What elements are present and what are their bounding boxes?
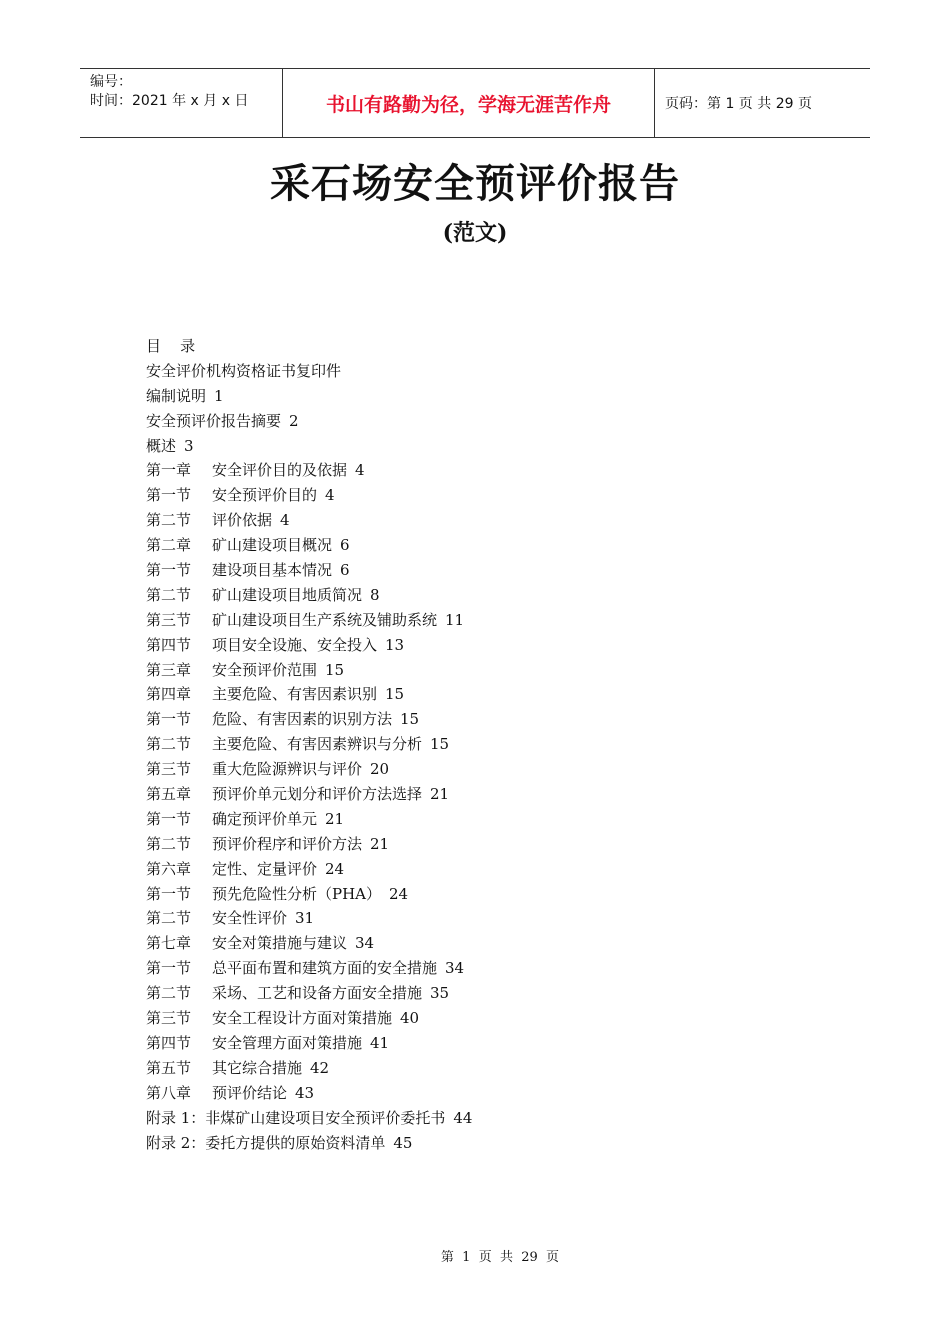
toc-entry[interactable] — [146, 1031, 846, 1056]
toc-entry[interactable] — [146, 483, 846, 508]
toc-entry[interactable] — [146, 608, 846, 633]
toc-entry-title: 预评价单元划分和评价方法选择 — [212, 785, 423, 804]
toc-entry-page: 45 — [393, 1133, 413, 1152]
toc-entry[interactable] — [146, 458, 846, 483]
toc-entry-number: 第二节 — [146, 909, 192, 928]
toc-entry-page: 13 — [385, 635, 405, 654]
toc-entry-title: 安全预评价报告摘要 — [146, 411, 282, 430]
toc-entry-page: 1 — [214, 386, 224, 405]
toc-entry[interactable] — [146, 1106, 846, 1131]
page-footer: 第 1 页 共 29 页 — [440, 1250, 560, 1265]
toc-entry[interactable] — [146, 384, 846, 409]
toc-entry-page: 15 — [385, 685, 405, 704]
toc-entry[interactable] — [146, 409, 846, 434]
toc-entry-title: 附录 1：非煤矿山建设项目安全预评价委托书 — [146, 1108, 446, 1127]
toc-entry[interactable] — [146, 658, 846, 683]
toc-entry-page: 21 — [430, 785, 450, 804]
toc-entry[interactable] — [146, 1006, 846, 1031]
document-title: 采石场安全预评价报告 — [270, 160, 680, 207]
toc-entry-title: 安全对策措施与建议 — [212, 934, 348, 953]
toc-entry-number: 第八章 — [146, 1083, 192, 1102]
toc-entry[interactable] — [146, 956, 846, 981]
toc-entry-title: 安全评价目的及依据 — [212, 461, 348, 480]
toc-entry-number: 第一节 — [146, 486, 192, 505]
toc-entry[interactable] — [146, 434, 846, 459]
toc-entry-title: 矿山建设项目概况 — [212, 536, 333, 555]
toc-entry-title: 重大危险源辨识与评价 — [212, 760, 363, 779]
toc-entry[interactable] — [146, 832, 846, 857]
toc-entry-page: 20 — [370, 760, 390, 779]
toc-entry[interactable] — [146, 757, 846, 782]
toc-entry[interactable] — [146, 583, 846, 608]
header-page-info: 页码：第 1 页 共 29 页 — [665, 96, 812, 112]
toc-entry-title: 主要危险、有害因素辨识与分析 — [212, 735, 423, 754]
toc-entry-number: 第二节 — [146, 511, 192, 530]
toc-entry-page: 41 — [370, 1033, 390, 1052]
toc-entry-title: 安全性评价 — [212, 909, 288, 928]
toc-entry-page: 2 — [289, 411, 299, 430]
toc-entry-number: 第四节 — [146, 1033, 192, 1052]
toc-entry-number: 第二节 — [146, 735, 192, 754]
toc-entry[interactable] — [146, 931, 846, 956]
toc-entry[interactable] — [146, 1056, 846, 1081]
toc-entry-title: 附录 2：委托方提供的原始资料清单 — [146, 1133, 386, 1152]
toc-entry-page: 6 — [340, 561, 350, 580]
document-subtitle: (范文) — [442, 220, 508, 246]
toc-entry-page: 8 — [370, 585, 380, 604]
toc-entry-page: 3 — [184, 436, 194, 455]
toc-entry-number: 第六章 — [146, 859, 192, 878]
toc-entry[interactable] — [146, 707, 846, 732]
toc-entry[interactable] — [146, 1131, 846, 1156]
toc-entry-page: 44 — [453, 1108, 473, 1127]
toc-entry-page: 24 — [389, 884, 409, 903]
toc-entry-page: 4 — [280, 511, 290, 530]
toc-entry-number: 第一节 — [146, 710, 192, 729]
toc-entry-title: 安全管理方面对策措施 — [212, 1033, 363, 1052]
toc-entry-number: 第五章 — [146, 785, 192, 804]
toc-entry-number: 第二章 — [146, 536, 192, 555]
toc-entry-number: 第五节 — [146, 1058, 192, 1077]
toc-entry-page: 15 — [400, 710, 420, 729]
toc-entry-page: 4 — [325, 486, 335, 505]
toc-entry-number: 第一节 — [146, 959, 192, 978]
toc-entry[interactable] — [146, 558, 846, 583]
toc-entry-number: 第三章 — [146, 660, 192, 679]
toc-entry-page: 40 — [400, 1009, 420, 1028]
toc-entry-title: 安全评价机构资格证书复印件 — [146, 361, 342, 380]
time-label: 时间：2021 年 x 月 x 日 — [90, 93, 249, 109]
header-meta — [80, 69, 282, 137]
toc-entry[interactable] — [146, 682, 846, 707]
toc-entry-title: 安全预评价目的 — [212, 486, 318, 505]
toc-entry-title: 定性、定量评价 — [212, 859, 318, 878]
toc-entry-title: 预评价程序和评价方法 — [212, 834, 363, 853]
toc-entry[interactable] — [146, 508, 846, 533]
toc-entry-title: 编制说明 — [146, 386, 207, 405]
toc-entry[interactable] — [146, 807, 846, 832]
toc-entry-number: 第三节 — [146, 610, 192, 629]
toc-entry-title: 预评价结论 — [212, 1083, 288, 1102]
toc-entry[interactable] — [146, 906, 846, 931]
toc-entry[interactable] — [146, 882, 846, 907]
toc-entry-page: 15 — [430, 735, 450, 754]
toc-entry-title: 建设项目基本情况 — [212, 561, 333, 580]
toc-entry-number: 第二节 — [146, 834, 192, 853]
toc-entry-title: 危险、有害因素的识别方法 — [212, 710, 393, 729]
toc-entry-title: 项目安全设施、安全投入 — [212, 635, 378, 654]
toc-entry-title: 安全预评价范围 — [212, 660, 318, 679]
toc-entry-number: 第七章 — [146, 934, 192, 953]
toc-entry[interactable] — [146, 533, 846, 558]
toc-entry-number: 第一节 — [146, 884, 192, 903]
toc-list — [146, 359, 846, 1156]
toc-entry[interactable] — [146, 981, 846, 1006]
toc-entry[interactable] — [146, 1081, 846, 1106]
page-header — [80, 68, 870, 138]
toc-entry-page: 34 — [445, 959, 465, 978]
toc-entry-title: 其它综合措施 — [212, 1058, 303, 1077]
toc-entry-number: 第三节 — [146, 1009, 192, 1028]
toc-entry-title: 矿山建设项目生产系统及铺助系统 — [212, 610, 438, 629]
number-label: 编号： — [90, 74, 132, 90]
toc-entry-page: 21 — [325, 809, 345, 828]
toc-entry-page: 42 — [310, 1058, 330, 1077]
toc-entry-page: 31 — [295, 909, 315, 928]
toc-entry-title: 主要危险、有害因素识别 — [212, 685, 378, 704]
toc-entry-page: 4 — [355, 461, 365, 480]
toc-entry-number: 第二节 — [146, 984, 192, 1003]
toc-entry-number: 第三节 — [146, 760, 192, 779]
table-of-contents — [146, 334, 846, 1155]
toc-entry-title: 评价依据 — [212, 511, 273, 530]
header-motto: 书山有路勤为径，学海无涯苦作舟 — [282, 69, 655, 137]
toc-entry-page: 21 — [370, 834, 390, 853]
toc-entry-title: 预先危险性分析（PHA） — [212, 884, 382, 903]
toc-entry-number: 第一节 — [146, 561, 192, 580]
toc-entry-number: 第一章 — [146, 461, 192, 480]
toc-entry-page: 15 — [325, 660, 345, 679]
toc-entry[interactable] — [146, 782, 846, 807]
toc-entry-page: 43 — [295, 1083, 315, 1102]
toc-entry-title: 总平面布置和建筑方面的安全措施 — [212, 959, 438, 978]
toc-entry[interactable] — [146, 857, 846, 882]
toc-entry[interactable] — [146, 359, 846, 384]
toc-entry-page: 24 — [325, 859, 345, 878]
toc-entry-page: 34 — [355, 934, 375, 953]
toc-entry-title: 安全工程设计方面对策措施 — [212, 1009, 393, 1028]
toc-entry-title: 确定预评价单元 — [212, 809, 318, 828]
toc-entry-number: 第四节 — [146, 635, 192, 654]
toc-entry-page: 11 — [445, 610, 465, 629]
toc-entry[interactable] — [146, 732, 846, 757]
toc-entry[interactable] — [146, 633, 846, 658]
toc-entry-page: 35 — [430, 984, 450, 1003]
toc-entry-number: 第四章 — [146, 685, 192, 704]
toc-entry-page: 6 — [340, 536, 350, 555]
toc-entry-number: 第二节 — [146, 585, 192, 604]
toc-entry-title: 采场、工艺和设备方面安全措施 — [212, 984, 423, 1003]
toc-entry-number: 第一节 — [146, 809, 192, 828]
toc-heading: 目 录 — [146, 337, 196, 355]
toc-entry-title: 矿山建设项目地质简况 — [212, 585, 363, 604]
toc-entry-title: 概述 — [146, 436, 177, 455]
